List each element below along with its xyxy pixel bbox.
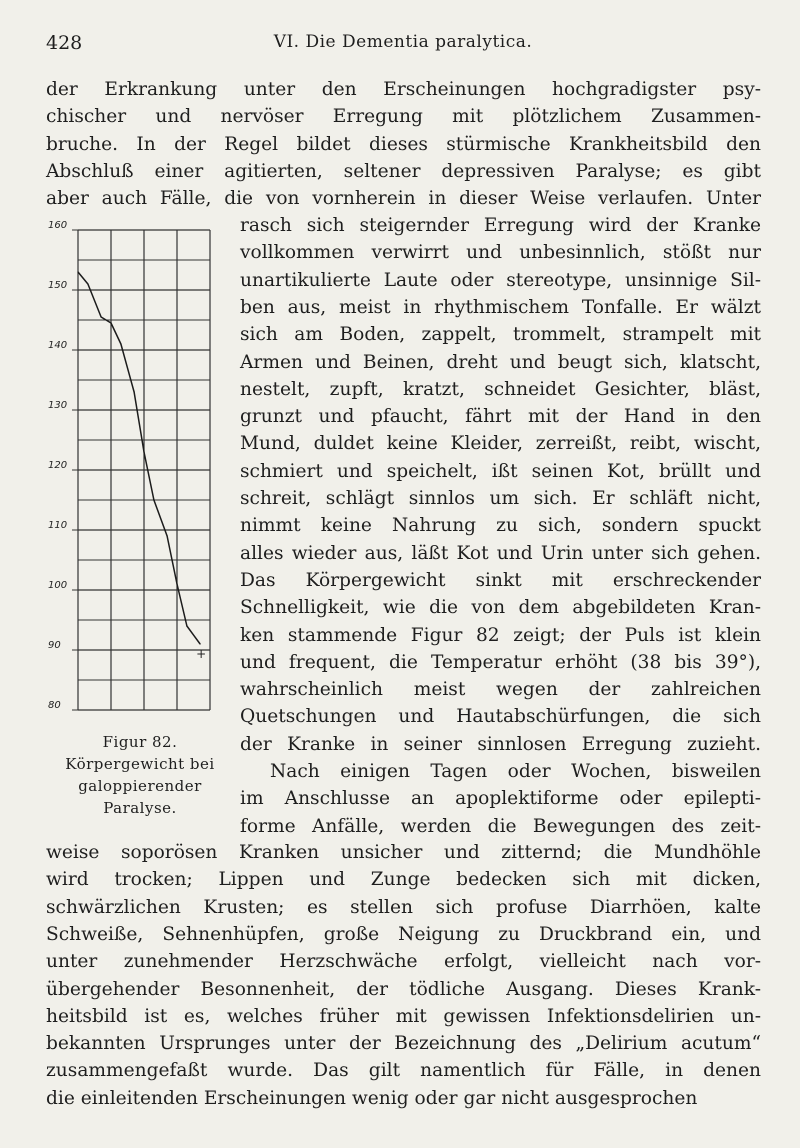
y-tick-label: 90 (48, 640, 61, 651)
text-line: sich am Boden, zappelt, trommelt, strampelt mit (240, 324, 761, 346)
text-line: die einleitenden Erscheinungen wenig oder gar nicht ausgesprochen (46, 1087, 698, 1109)
caption-line: galoppierender (78, 777, 202, 795)
text-line: vollkommen verwirrt und unbesinnlich, stößt nur (240, 242, 761, 264)
y-tick-label: 80 (48, 700, 61, 711)
text-line: schwärzlichen Krusten; es stellen sich profuse Diarrhöen, kalte (46, 896, 761, 918)
data-point (120, 343, 121, 344)
y-tick-label: 120 (48, 460, 68, 471)
running-title: VI. Die Dementia paralytica. (273, 32, 533, 52)
text-line: ben aus, meist in rhythmischem Tonfalle. Er wälzt (240, 296, 761, 318)
text-line: nimmt keine Nahrung zu sich, sondern spuckt (240, 515, 761, 537)
text-line: Mund, duldet keine Kleider, zerreißt, reibt, wischt, (240, 433, 761, 455)
text-line: ken stammende Figur 82 zeigt; der Puls ist klein (240, 624, 761, 646)
y-tick-label: 100 (48, 580, 68, 591)
text-line: der Kranke in seiner sinnlosen Erregung zuzieht. (240, 733, 761, 755)
data-point (110, 322, 111, 323)
text-line: chischer und nervöser Erregung mit plötzlichem Zusammen- (46, 106, 761, 128)
text-line: grunzt und pfaucht, fährt mit der Hand in den (240, 406, 761, 428)
text-line: unartikulierte Laute oder stereotype, unsinnige Sil- (240, 269, 761, 291)
text-line: Das Körpergewicht sinkt mit erschreckender (240, 569, 761, 591)
caption-line: Paralyse. (103, 799, 177, 817)
text-line: der Erkrankung unter den Erscheinungen hochgradigster psy- (46, 79, 761, 100)
data-point (143, 451, 144, 452)
data-point (77, 271, 78, 272)
text-line: Armen und Beinen, dreht und beugt sich, klatscht, (240, 351, 761, 373)
text-line: zusammengefaßt wurde. Das gilt namentlich für Fälle, in denen (46, 1060, 761, 1082)
text-line: und frequent, die Temperatur erhöht (38 bis 39°), (240, 651, 761, 673)
data-point (87, 283, 88, 284)
text-line: wahrscheinlich meist wegen der zahlreichen (240, 679, 761, 701)
text-line: Schnelligkeit, wie die von dem abgebildeten Kran- (240, 597, 761, 619)
text-line: nestelt, zupft, kratzt, schneidet Gesichter, bläst, (240, 378, 761, 400)
text-line: aber auch Fälle, die von vornherein in dieser Weise verlaufen. Unter (46, 188, 761, 210)
caption-line: Körpergewicht bei (65, 755, 215, 773)
text-line: schmiert und speichelt, ißt seinen Kot, brüllt und (240, 460, 761, 482)
data-point (167, 535, 168, 536)
text-line: schreit, schlägt sinnlos um sich. Er schläft nicht, (240, 488, 761, 509)
text-line: forme Anfälle, werden die Bewegungen des zeit- (240, 815, 761, 837)
data-point (200, 643, 201, 644)
text-line: heitsbild ist es, welches früher mit gewissen Infektionsdelirien un- (46, 1005, 761, 1027)
data-point (101, 316, 102, 317)
data-point (153, 499, 154, 500)
text-line: alles wieder aus, läßt Kot und Urin unter sich gehen. (240, 542, 761, 564)
text-line: Schweiße, Sehnenhüpfen, große Neigung zu Druckbrand ein, und (46, 923, 761, 945)
y-tick-label: 130 (48, 400, 68, 411)
text-line: unter zunehmender Herzschwäche erfolgt, vielleicht nach vor- (46, 951, 761, 973)
text-line: im Anschlusse an apoplektiforme oder epilepti- (240, 788, 761, 810)
y-tick-label: 150 (48, 280, 68, 291)
text-line: übergehender Besonnenheit, der tödliche Ausgang. Dieses Krank- (46, 978, 761, 1000)
text-line: Abschluß einer agitierten, seltener depressiven Paralyse; es gibt (46, 160, 761, 182)
y-tick-label: 110 (48, 520, 68, 531)
text-line: bekannten Ursprunges unter der Bezeichnung des „Delirium acutum“ (46, 1033, 761, 1055)
figure-82-chart (46, 216, 226, 736)
text-line: Quetschungen und Hautabschürfungen, die sich (240, 706, 761, 728)
caption-line: Figur 82. (102, 733, 178, 751)
weight-series-line (78, 272, 200, 644)
text-line: Nach einigen Tagen oder Wochen, bisweilen (270, 761, 761, 782)
text-line: weise soporösen Kranken unsicher und zitternd; die Mundhöhle (46, 842, 761, 863)
y-tick-label: 140 (48, 340, 68, 351)
end-marker: + (196, 647, 207, 661)
text-line: bruche. In der Regel bildet dieses stürmische Krankheitsbild den (46, 133, 761, 155)
text-line: wird trocken; Lippen und Zunge bedecken sich mit dicken, (46, 869, 761, 891)
data-point (134, 391, 135, 392)
data-point (176, 583, 177, 584)
data-point (186, 625, 187, 626)
text-line: rasch sich steigernder Erregung wird der Kranke (240, 215, 761, 236)
page-number: 428 (46, 32, 83, 54)
weight-chart-svg (46, 216, 226, 736)
y-tick-label: 160 (48, 220, 68, 231)
page-header (46, 32, 760, 58)
